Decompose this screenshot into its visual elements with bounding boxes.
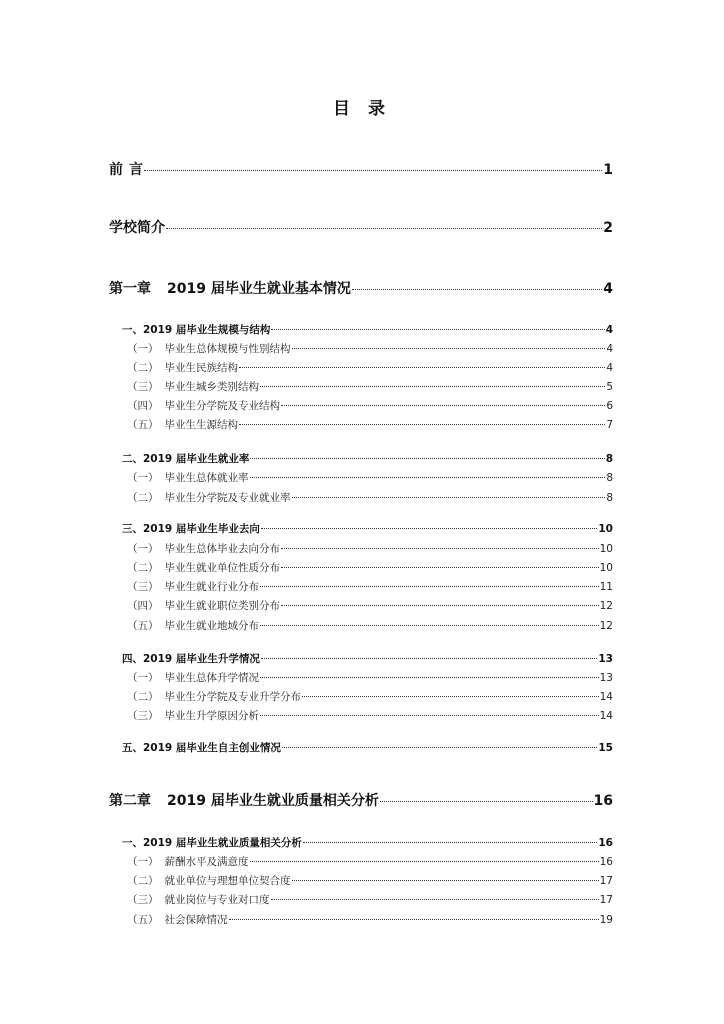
toc-entry-prefix: （二） bbox=[127, 691, 159, 703]
toc-entry-prefix: 第二章 bbox=[109, 793, 151, 809]
toc-entry-prefix: （二） bbox=[127, 492, 159, 504]
toc-entry-label: 毕业生就业职位类别分布 bbox=[164, 600, 280, 612]
toc-page-number: 2 bbox=[603, 220, 613, 236]
toc-subsection-entry[interactable] bbox=[127, 417, 613, 432]
toc-entry-prefix: （一） bbox=[127, 543, 159, 555]
dot-leader bbox=[250, 861, 599, 862]
toc-chapter-entry[interactable] bbox=[109, 278, 613, 298]
dot-leader bbox=[281, 605, 599, 606]
dot-leader bbox=[352, 289, 602, 290]
dot-leader bbox=[302, 696, 599, 697]
toc-page-number: 5 bbox=[606, 381, 613, 393]
page-title: 目 录 bbox=[333, 99, 391, 119]
toc-section-entry[interactable] bbox=[122, 521, 613, 536]
toc-entry-label: 二、2019 届毕业生就业率 bbox=[122, 453, 250, 465]
toc-entry-prefix: （三） bbox=[127, 710, 159, 722]
toc-subsection-entry[interactable] bbox=[127, 541, 613, 556]
dot-leader bbox=[292, 348, 606, 349]
dot-leader bbox=[260, 586, 599, 587]
toc-page-number: 4 bbox=[603, 281, 613, 297]
toc-page-number: 16 bbox=[593, 793, 613, 809]
dot-leader bbox=[250, 477, 606, 478]
toc-entry-label: 薪酬水平及满意度 bbox=[164, 856, 249, 868]
toc-entry-prefix: （五） bbox=[127, 620, 159, 632]
toc-subsection-entry[interactable] bbox=[127, 598, 613, 613]
toc-entry-label: 毕业生总体规模与性别结构 bbox=[164, 343, 291, 355]
dot-leader bbox=[239, 367, 605, 368]
toc-subsection-entry[interactable] bbox=[127, 892, 613, 907]
toc-page-number: 16 bbox=[599, 856, 613, 868]
toc-page-number: 4 bbox=[606, 362, 613, 374]
toc-subsection-entry[interactable] bbox=[127, 873, 613, 888]
toc-entry-prefix: （一） bbox=[127, 856, 159, 868]
toc-section-entry[interactable] bbox=[122, 835, 613, 850]
toc-page-number: 10 bbox=[599, 562, 613, 574]
toc-entry-prefix: （五） bbox=[127, 914, 159, 926]
toc-page-number: 17 bbox=[599, 894, 613, 906]
toc-entry-label: 社会保障情况 bbox=[164, 914, 228, 926]
toc-entry-prefix: （一） bbox=[127, 472, 159, 484]
toc-section-entry[interactable] bbox=[122, 740, 613, 755]
toc-entry-prefix: （四） bbox=[127, 400, 159, 412]
toc-entry-label: 一、2019 届毕业生就业质量相关分析 bbox=[122, 837, 302, 849]
toc-entry-label: 毕业生分学院及专业结构 bbox=[164, 400, 280, 412]
dot-leader bbox=[380, 801, 593, 802]
toc-entry-prefix: （一） bbox=[127, 343, 159, 355]
toc-page-number: 8 bbox=[606, 472, 613, 484]
toc-entry-prefix: （三） bbox=[127, 381, 159, 393]
toc-entry-label: 三、2019 届毕业生毕业去向 bbox=[122, 523, 260, 535]
dot-leader bbox=[282, 747, 597, 748]
toc-entry-label: 毕业生总体升学情况 bbox=[164, 672, 259, 684]
toc-subsection-entry[interactable] bbox=[127, 398, 613, 413]
toc-page-number: 4 bbox=[606, 343, 613, 355]
toc-entry-label: 毕业生城乡类别结构 bbox=[164, 381, 259, 393]
toc-page-number: 8 bbox=[605, 453, 613, 465]
dot-leader bbox=[250, 458, 604, 459]
toc-page-number: 13 bbox=[599, 672, 613, 684]
dot-leader bbox=[281, 405, 605, 406]
dot-leader bbox=[281, 548, 599, 549]
toc-page-number: 10 bbox=[598, 523, 613, 535]
toc-chapter-entry[interactable] bbox=[109, 159, 613, 179]
toc-subsection-entry[interactable] bbox=[127, 341, 613, 356]
dot-leader bbox=[260, 715, 599, 716]
toc-entry-prefix: （二） bbox=[127, 875, 159, 887]
toc-entry-prefix: （三） bbox=[127, 581, 159, 593]
toc-entry-prefix: （四） bbox=[127, 600, 159, 612]
toc-entry-prefix: 前 bbox=[109, 162, 123, 178]
dot-leader bbox=[281, 567, 599, 568]
toc-subsection-entry[interactable] bbox=[127, 854, 613, 869]
toc-entry-label: 言 bbox=[129, 162, 143, 178]
dot-leader bbox=[229, 919, 599, 920]
toc-page-number: 14 bbox=[599, 691, 613, 703]
toc-subsection-entry[interactable] bbox=[127, 708, 613, 723]
toc-section-entry[interactable] bbox=[122, 651, 613, 666]
toc-subsection-entry[interactable] bbox=[127, 670, 613, 685]
toc-page-number: 13 bbox=[598, 653, 613, 665]
toc-entry-label: 毕业生总体毕业去向分布 bbox=[164, 543, 280, 555]
dot-leader bbox=[166, 228, 602, 229]
dot-leader bbox=[260, 625, 599, 626]
toc-page-number: 17 bbox=[599, 875, 613, 887]
toc-page-number: 12 bbox=[599, 620, 613, 632]
toc-entry-prefix: （二） bbox=[127, 562, 159, 574]
toc-subsection-entry[interactable] bbox=[127, 912, 613, 927]
toc-page-number: 15 bbox=[598, 742, 613, 754]
toc-entry-prefix: （二） bbox=[127, 362, 159, 374]
toc-chapter-entry[interactable] bbox=[109, 217, 613, 237]
toc-subsection-entry[interactable] bbox=[127, 490, 613, 505]
toc-entry-label: 毕业生分学院及专业就业率 bbox=[164, 492, 291, 504]
toc-subsection-entry[interactable] bbox=[127, 470, 613, 485]
toc-subsection-entry[interactable] bbox=[127, 379, 613, 394]
toc-section-entry[interactable] bbox=[122, 322, 613, 337]
toc-entry-label: 就业岗位与专业对口度 bbox=[164, 894, 270, 906]
toc-entry-label: 一、2019 届毕业生规模与结构 bbox=[122, 324, 271, 336]
dot-leader bbox=[303, 842, 597, 843]
toc-entry-label: 五、2019 届毕业生自主创业情况 bbox=[122, 742, 281, 754]
toc-entry-prefix: （一） bbox=[127, 672, 159, 684]
toc-entry-label: 毕业生升学原因分析 bbox=[164, 710, 259, 722]
dot-leader bbox=[260, 677, 599, 678]
toc-entry-label: 学校简介 bbox=[109, 220, 165, 236]
dot-leader bbox=[271, 899, 599, 900]
toc-chapter-entry[interactable] bbox=[109, 790, 613, 810]
dot-leader bbox=[292, 497, 606, 498]
toc-entry-label: 毕业生民族结构 bbox=[164, 362, 238, 374]
toc-page-number: 19 bbox=[599, 914, 613, 926]
toc-entry-label: 毕业生分学院及专业升学分布 bbox=[164, 691, 301, 703]
toc-page-number: 8 bbox=[606, 492, 613, 504]
toc-page-number: 4 bbox=[605, 324, 613, 336]
toc-entry-label: 2019 届毕业生就业质量相关分析 bbox=[167, 793, 379, 809]
toc-page-number: 10 bbox=[599, 543, 613, 555]
dot-leader bbox=[239, 424, 605, 425]
toc-page-number: 16 bbox=[598, 837, 613, 849]
toc-page-number: 1 bbox=[603, 162, 613, 178]
toc-subsection-entry[interactable] bbox=[127, 360, 613, 375]
toc-entry-prefix: （五） bbox=[127, 419, 159, 431]
toc-entry-label: 2019 届毕业生就业基本情况 bbox=[167, 281, 351, 297]
toc-entry-label: 四、2019 届毕业生升学情况 bbox=[122, 653, 260, 665]
dot-leader bbox=[261, 528, 597, 529]
toc-subsection-entry[interactable] bbox=[127, 560, 613, 575]
toc-entry-label: 就业单位与理想单位契合度 bbox=[164, 875, 291, 887]
dot-leader bbox=[144, 170, 602, 171]
dot-leader bbox=[261, 658, 597, 659]
toc-entry-label: 毕业生总体就业率 bbox=[164, 472, 249, 484]
toc-subsection-entry[interactable] bbox=[127, 618, 613, 633]
toc-entry-label: 毕业生就业地域分布 bbox=[164, 620, 259, 632]
toc-entry-prefix: 第一章 bbox=[109, 281, 151, 297]
toc-entry-prefix: （三） bbox=[127, 894, 159, 906]
dot-leader bbox=[292, 880, 599, 881]
toc-section-entry[interactable] bbox=[122, 451, 613, 466]
toc-entry-label: 毕业生就业行业分布 bbox=[164, 581, 259, 593]
toc-entry-label: 毕业生就业单位性质分布 bbox=[164, 562, 280, 574]
toc-subsection-entry[interactable] bbox=[127, 689, 613, 704]
dot-leader bbox=[271, 329, 604, 330]
toc-subsection-entry[interactable] bbox=[127, 579, 613, 594]
toc-page-number: 14 bbox=[599, 710, 613, 722]
toc-page-number: 6 bbox=[606, 400, 613, 412]
toc-page-number: 12 bbox=[599, 600, 613, 612]
toc-page-number: 7 bbox=[606, 419, 613, 431]
toc-entry-label: 毕业生生源结构 bbox=[164, 419, 238, 431]
dot-leader bbox=[260, 386, 605, 387]
toc-page-number: 11 bbox=[599, 581, 613, 593]
